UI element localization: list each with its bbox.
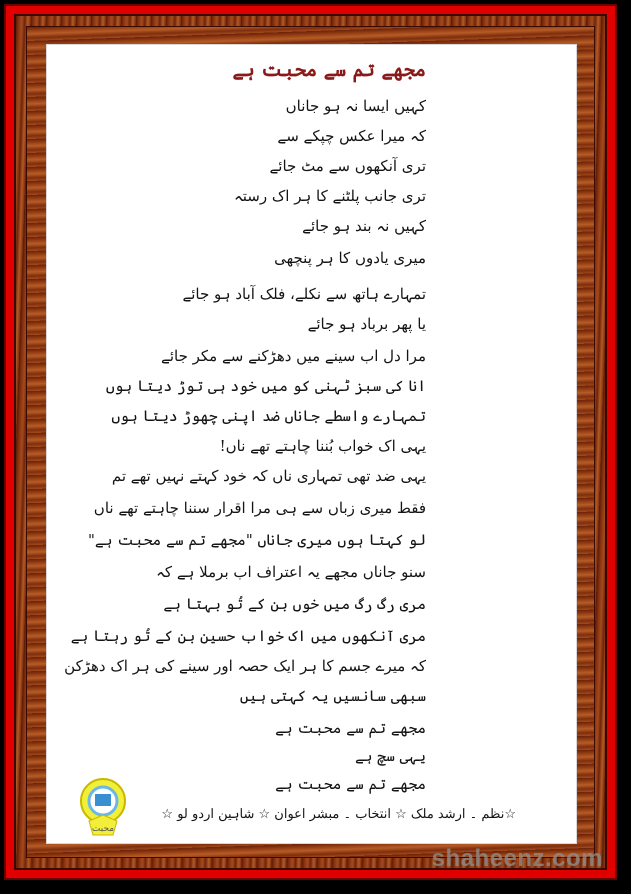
poem-line: کہیں ایسا نہ ہو جاناں (285, 97, 426, 115)
watermark: shaheenz.com (431, 845, 603, 872)
poem-credit: ☆نظم ۔ ارشد ملک ☆ انتخاب ۔ مبشر اعوان ☆ شاہین اردو لو ☆ (161, 807, 516, 822)
poem-line: تمہارے واسطے جاناں ضد اپنی چھوڑ دیتا ہوں (111, 407, 426, 425)
poem-line: مجھے تم سے محبت ہے (275, 775, 426, 793)
poem-line: مجھے تم سے محبت ہے (275, 719, 426, 737)
poem-line: سنو جاناں مجھے یہ اعتراف اب برملا ہے کہ (156, 563, 426, 581)
poem-line: انا کی سبز ٹہنی کو میں خود ہی توڑ دیتا ہوں (105, 377, 426, 395)
poem-line: مری رگ رگ میں خوں بن کے تُو بہتا ہے (163, 595, 426, 613)
poem-line: تری جانب پلٹنے کا ہر اک رستہ (233, 187, 426, 205)
site-logo-icon (75, 775, 131, 839)
poem-line: یہی ضد تھی تمہاری ناں کہ خود کہتے نہیں تھے تم (111, 467, 426, 485)
poem-line: مری آنکھوں میں اک خواب حسین بن کے تُو رہتا ہے (70, 627, 426, 645)
poem-line: تری آنکھوں سے مٹ جائے (269, 157, 426, 175)
poem-line: مرا دل اب سینے میں دھڑکنے سے مکر جائے (161, 347, 426, 365)
poem-line: میری یادوں کا ہر پنچھی (274, 249, 426, 267)
poem-title: مجھے تم سے محبت ہے (232, 59, 426, 81)
poem-line: یا پھر برباد ہو جائے (307, 315, 426, 333)
poem-line: کہ میرا عکس چپکے سے (277, 127, 426, 145)
poem-line: کہیں نہ بند ہو جائے (302, 217, 426, 235)
poem-line: یہی سچ ہے (354, 747, 426, 765)
poem-line: سبھی سانسیں یہ کہتی ہیں (239, 687, 426, 705)
poem-line: تمہارے ہاتھ سے نکلے، فلک آباد ہو جائے (182, 285, 426, 303)
poem-line: کہ میرے جسم کا ہر ایک حصہ اور سینے کی ہر اک دھڑکن (64, 657, 426, 675)
poem-line: لو کہتا ہوں میری جاناں "مجھے تم سے محبت ہے" (88, 531, 426, 549)
logo-text: محبت (91, 824, 115, 834)
poem-line: فقط میری زباں سے ہی مرا اقرار سننا چاہتے تھے ناں (93, 499, 426, 517)
poem-paper (46, 44, 577, 844)
poem-line: یہی اک خواب بُننا چاہتے تھے ناں! (219, 437, 426, 455)
